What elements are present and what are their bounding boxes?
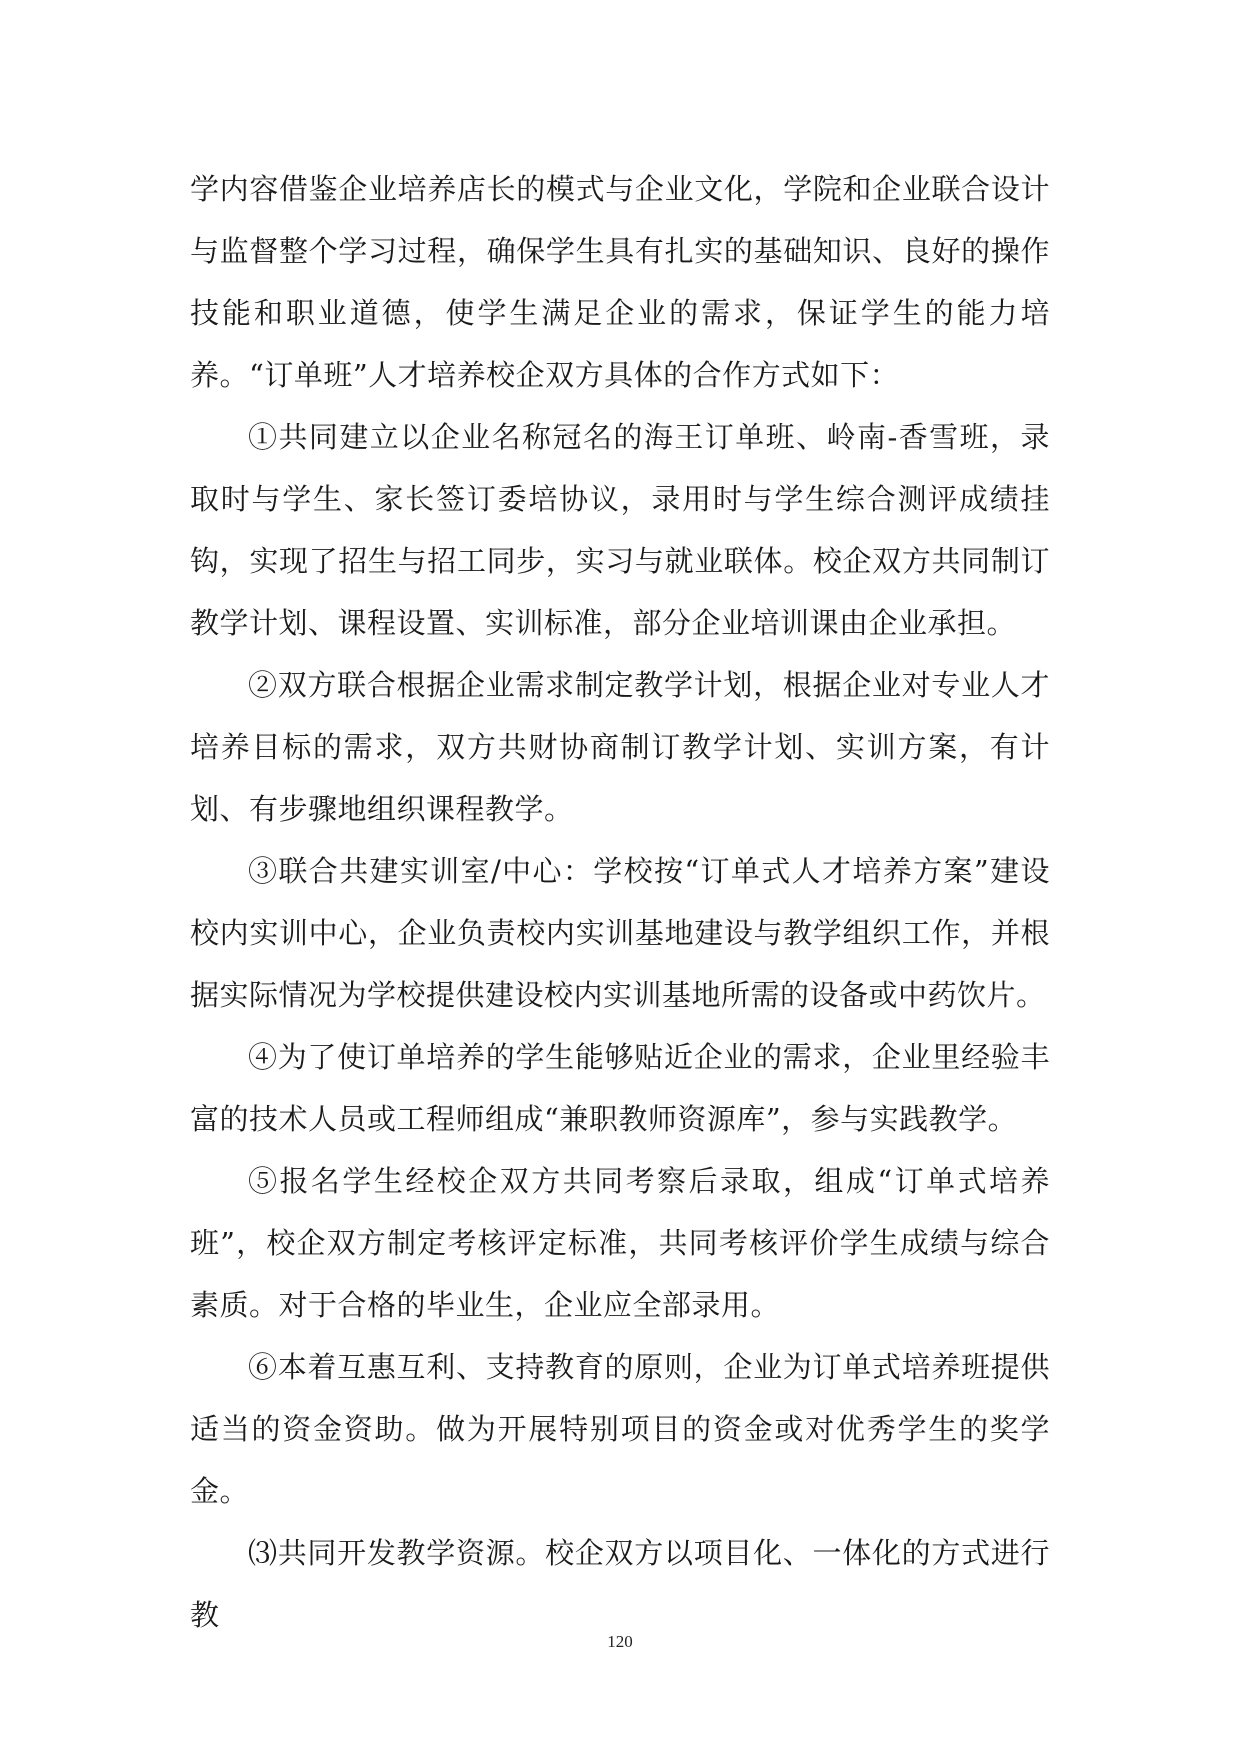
- paragraph-item-6: ⑥本着互惠互利、支持教育的原则，企业为订单式培养班提供适当的资金资助。做为开展特别项目的资金或对优秀学生的奖学金。: [190, 1350, 1050, 1508]
- paragraph-item-1: ①共同建立以企业名称冠名的海王订单班、岭南-香雪班，录取时与学生、家长签订委培协议，录用时与学生综合测评成绩挂钩，实现了招生与招工同步，实习与就业联体。校企双方共同制订教学计划、课程设置、实训标准，部分企业培训课由企业承担。: [190, 420, 1050, 640]
- paragraph-item-5: ⑤报名学生经校企双方共同考察后录取，组成“订单式培养班”，校企双方制定考核评定标准，共同考核评价学生成绩与综合素质。对于合格的毕业生，企业应全部录用。: [190, 1164, 1050, 1322]
- paragraph-continuation: 学内容借鉴企业培养店长的模式与企业文化，学院和企业联合设计与监督整个学习过程，确保学生具有扎实的基础知识、良好的操作技能和职业道德，使学生满足企业的需求，保证学生的能力培养。“订单班”人才培养校企双方具体的合作方式如下：: [190, 172, 1050, 392]
- paragraph-item-4: ④为了使订单培养的学生能够贴近企业的需求，企业里经验丰富的技术人员或工程师组成“兼职教师资源库”，参与实践教学。: [190, 1040, 1050, 1136]
- page-number: 120: [607, 1632, 633, 1651]
- paragraph-item-3: ③联合共建实训室/中心：学校按“订单式人才培养方案”建设校内实训中心，企业负责校内实训基地建设与教学组织工作，并根据实际情况为学校提供建设校内实训基地所需的设备或中药饮片。: [190, 854, 1050, 1012]
- paragraph-section-3: ⑶共同开发教学资源。校企双方以项目化、一体化的方式进行教: [190, 1536, 1050, 1632]
- body-text: [190, 158, 1050, 1646]
- paragraph-item-2: ②双方联合根据企业需求制定教学计划，根据企业对专业人才培养目标的需求，双方共财协商制订教学计划、实训方案，有计划、有步骤地组织课程教学。: [190, 668, 1050, 826]
